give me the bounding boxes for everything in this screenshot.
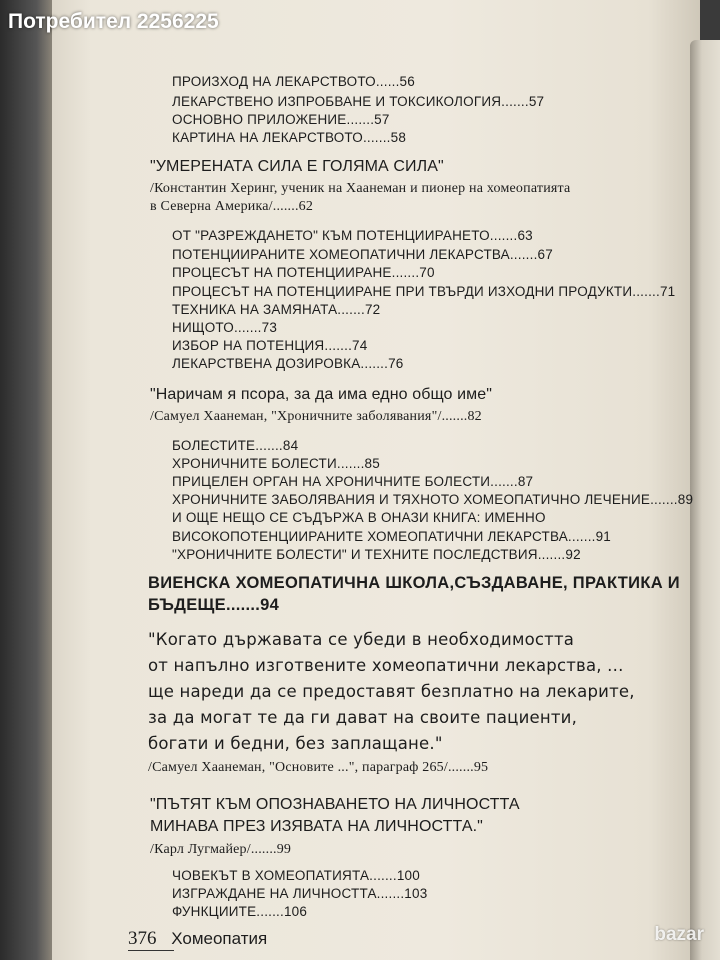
toc-line: ОСНОВНО ПРИЛОЖЕНИЕ.......57 [172, 112, 390, 127]
toc-line: ВИСОКОПОТЕНЦИИРАНИТЕ ХОМЕОПАТИЧНИ ЛЕКАРСТВА.......91 [172, 529, 612, 544]
running-title: Хомеопатия [171, 929, 268, 948]
toc-line: "ПЪТЯТ КЪМ ОПОЗНАВАНЕТО НА ЛИЧНОСТТА [150, 796, 520, 813]
toc-line: ПРИЦЕЛЕН ОРГАН НА ХРОНИЧНИТЕ БОЛЕСТИ.......87 [172, 474, 534, 489]
toc-line: /Самуел Хаанеман, "Основите ...", параграф 265/.......95 [148, 760, 489, 775]
toc-line: КАРТИНА НА ЛЕКАРСТВОТО.......58 [172, 130, 407, 145]
toc-line: И ОЩЕ НЕЩО СЕ СЪДЪРЖА В ОНАЗИ КНИГА: ИМЕННО [172, 510, 546, 525]
toc-line: /Карл Лугмайер/.......99 [150, 842, 292, 857]
toc-line: ще нареди да се предоставят безплатно на лекарите, [148, 682, 635, 701]
toc-line: в Северна Америка/.......62 [150, 199, 314, 214]
book-background [0, 0, 52, 960]
toc-line: ВИЕНСКА ХОМЕОПАТИЧНА ШКОЛА,СЪЗДАВАНЕ, ПРАКТИКА И [148, 574, 680, 592]
user-watermark: Потребител 2256225 [8, 10, 219, 33]
toc-line: ОТ "РАЗРЕЖДАНЕТО" КЪМ ПОТЕНЦИИРАНЕТО.......63 [172, 228, 533, 243]
toc-line: /Константин Херинг, ученик на Хаанеман и пионер на хомеопатията [150, 181, 571, 196]
facing-page-edge [690, 40, 720, 960]
toc-line: ПРОИЗХОД НА ЛЕКАРСТВОТО......56 [172, 74, 415, 89]
toc-line: за да могат те да ги дават на своите пациенти, [148, 708, 578, 727]
toc-line: ПОТЕНЦИИРАНИТЕ ХОМЕОПАТИЧНИ ЛЕКАРСТВА.......67 [172, 247, 553, 262]
toc-line: БЪДЕЩЕ.......94 [148, 596, 280, 614]
toc-line: ХРОНИЧНИТЕ ЗАБОЛЯВАНИЯ И ТЯХНОТО ХОМЕОПАТИЧНО ЛЕЧЕНИЕ.......89 [172, 492, 694, 507]
toc-line: ТЕХНИКА НА ЗАМЯНАТА.......72 [172, 302, 381, 317]
page-number: 376 [128, 928, 157, 949]
toc-line: от напълно изготвените хомеопатични лекарства, ... [148, 656, 624, 675]
toc-line: НИЩОТО.......73 [172, 320, 278, 335]
toc-line: "Когато държавата се убеди в необходимостта [148, 630, 575, 649]
toc-line: ИЗГРАЖДАНЕ НА ЛИЧНОСТТА.......103 [172, 886, 428, 901]
toc-line: ПРОЦЕСЪТ НА ПОТЕНЦИИРАНЕ ПРИ ТВЪРДИ ИЗХОДНИ ПРОДУКТИ.......71 [172, 284, 676, 299]
toc-line: ЛЕКАРСТВЕНА ДОЗИРОВКА.......76 [172, 356, 404, 371]
page-footer [128, 928, 267, 950]
toc-line: "Наричам я псора, за да има едно общо име" [150, 386, 492, 403]
toc-line: ИЗБОР НА ПОТЕНЦИЯ.......74 [172, 338, 368, 353]
toc-line: ФУНКЦИИТЕ.......106 [172, 904, 308, 919]
toc-line: ЛЕКАРСТВЕНО ИЗПРОБВАНЕ И ТОКСИКОЛОГИЯ.......57 [172, 94, 545, 109]
toc-line: ЧОВЕКЪТ В ХОМЕОПАТИЯТА.......100 [172, 868, 420, 883]
page-number-underline [128, 950, 174, 951]
site-logo-watermark: bazar [654, 924, 704, 945]
toc-line: богати и бедни, без заплащане." [148, 734, 443, 753]
toc-line: "УМЕРЕНАТА СИЛА Е ГОЛЯМА СИЛА" [150, 158, 444, 175]
toc-line: ПРОЦЕСЪТ НА ПОТЕНЦИИРАНЕ.......70 [172, 265, 435, 280]
toc-line: БОЛЕСТИТЕ.......84 [172, 438, 299, 453]
toc-line: МИНАВА ПРЕЗ ИЗЯВАТА НА ЛИЧНОСТТА." [150, 818, 483, 835]
toc-line: /Самуел Хаанеман, "Хроничните заболявания"/.......82 [150, 409, 482, 424]
toc-line: "ХРОНИЧНИТЕ БОЛЕСТИ" И ТЕХНИТЕ ПОСЛЕДСТВИЯ.......92 [172, 547, 581, 562]
toc-line: ХРОНИЧНИТЕ БОЛЕСТИ.......85 [172, 456, 380, 471]
